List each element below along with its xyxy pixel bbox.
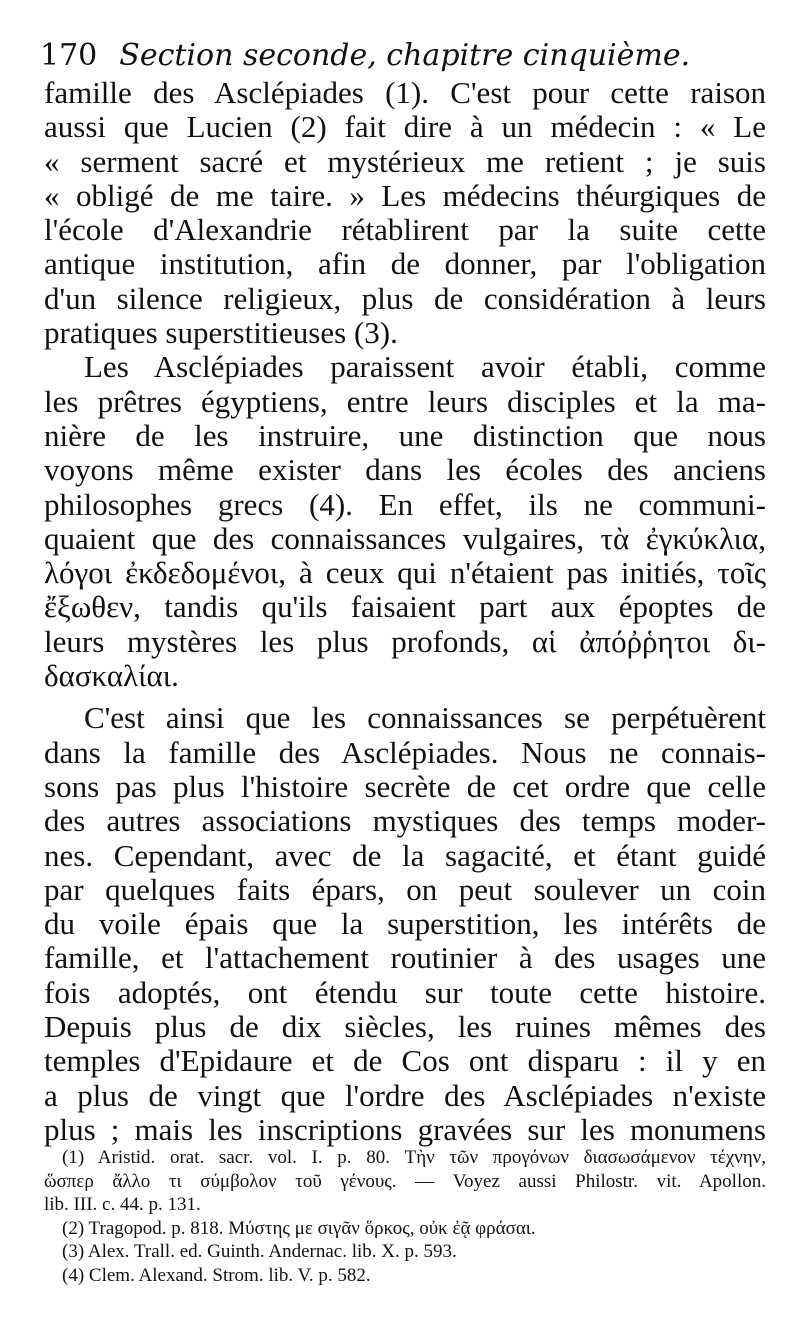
text-line: des autres associations mystiques des temps moder- [44, 804, 766, 839]
text-line: λόγοι ἐκδεδομένοι, à ceux qui n'étaient pas initiés, τοῖς [44, 556, 766, 591]
text-line: temples d'Epidaure et de Cos ont disparu : il y en [44, 1044, 766, 1079]
page-number: 170 [40, 38, 98, 73]
footnote-3: (3) Alex. Trall. ed. Guinth. Andernac. lib. X. p. 593. [62, 1241, 457, 1262]
text-line: philosophes grecs (4). En effet, ils ne communi- [44, 487, 766, 522]
text-line: « serment sacré et mystérieux me retient ; je suis [44, 144, 766, 179]
text-line: sons pas plus l'histoire secrète de cet ordre que celle [44, 769, 766, 804]
text-line: pratiques superstitieuses (3). [44, 316, 398, 351]
paragraph-3 [44, 701, 766, 1147]
text-line: plus ; mais les inscriptions gravées sur les monumens [44, 1112, 766, 1147]
text-line: ἔξωθεν, tandis qu'ils faisaient part aux époptes de [44, 590, 766, 625]
paragraph-1 [44, 76, 766, 350]
text-line: fois adoptés, ont étendu sur toute cette histoire. [44, 975, 766, 1010]
text-line: les prêtres égyptiens, entre leurs disciples et la ma- [44, 384, 766, 419]
paragraph-gap [44, 693, 766, 701]
text-line: C'est ainsi que les connaissances se perpétuèrent [84, 701, 766, 736]
text-line: l'école d'Alexandrie rétablirent par la suite cette [44, 213, 766, 248]
text-line: a plus de vingt que l'ordre des Asclépiades n'existe [44, 1078, 766, 1113]
text-line: nière de les instruire, une distinction que nous [44, 418, 766, 453]
footnotes [44, 1146, 766, 1287]
text-line: δασκαλίαι. [44, 659, 179, 694]
running-header [40, 36, 775, 76]
footnote-1-end: lib. III. c. 44. p. 131. [44, 1194, 201, 1215]
text-line: d'un silence religieux, plus de considération à leurs [44, 281, 766, 316]
footnote-1: (1) Aristid. orat. sacr. vol. I. p. 80. Τὴν τῶν προγόνων διασωσάμενον τέχνην, [62, 1147, 766, 1168]
text-line: « obligé de me taire. » Les médecins théurgiques de [44, 178, 766, 213]
text-line: leurs mystères les plus profonds, αἱ ἀπόῤῥητοι δι- [44, 624, 766, 659]
text-line: famille, et l'attachement routinier à des usages une [44, 941, 766, 976]
running-title: Section seconde, chapitre cinquième. [119, 38, 691, 73]
text-line: par quelques faits épars, on peut soulever un coin [44, 872, 766, 907]
paragraph-2 [44, 350, 766, 693]
text-line: voyons même exister dans les écoles des anciens [44, 453, 766, 488]
text-line: antique institution, afin de donner, par l'obligation [44, 247, 766, 282]
footnote-2: (2) Tragopod. p. 818. Μύστης με σιγᾶν ὅρκος, οὐκ ἐᾷ φράσαι. [62, 1217, 536, 1239]
text-line: du voile épais que la superstition, les intérêts de [44, 907, 766, 942]
text-line: aussi que Lucien (2) fait dire à un médecin : « Le [44, 110, 766, 145]
text-line: dans la famille des Asclépiades. Nous ne connais- [44, 735, 766, 770]
text-line: Les Asclépiades paraissent avoir établi, comme [84, 350, 766, 385]
footnote-4: (4) Clem. Alexand. Strom. lib. V. p. 582. [62, 1264, 371, 1286]
footnote-1-cont: ὥσπερ ἄλλο τι σύμβολον τοῦ γένους. — Voyez aussi Philostr. vit. Apollon. [44, 1170, 766, 1192]
text-line: Depuis plus de dix siècles, les ruines mêmes des [44, 1010, 766, 1045]
text-line: nes. Cependant, avec de la sagacité, et étant guidé [44, 838, 766, 873]
body-text [44, 76, 766, 1147]
text-line: famille des Asclépiades (1). C'est pour cette raison [44, 76, 766, 110]
text-line: quaient que des connaissances vulgaires, τὰ ἐγκύκλια, [44, 521, 766, 556]
